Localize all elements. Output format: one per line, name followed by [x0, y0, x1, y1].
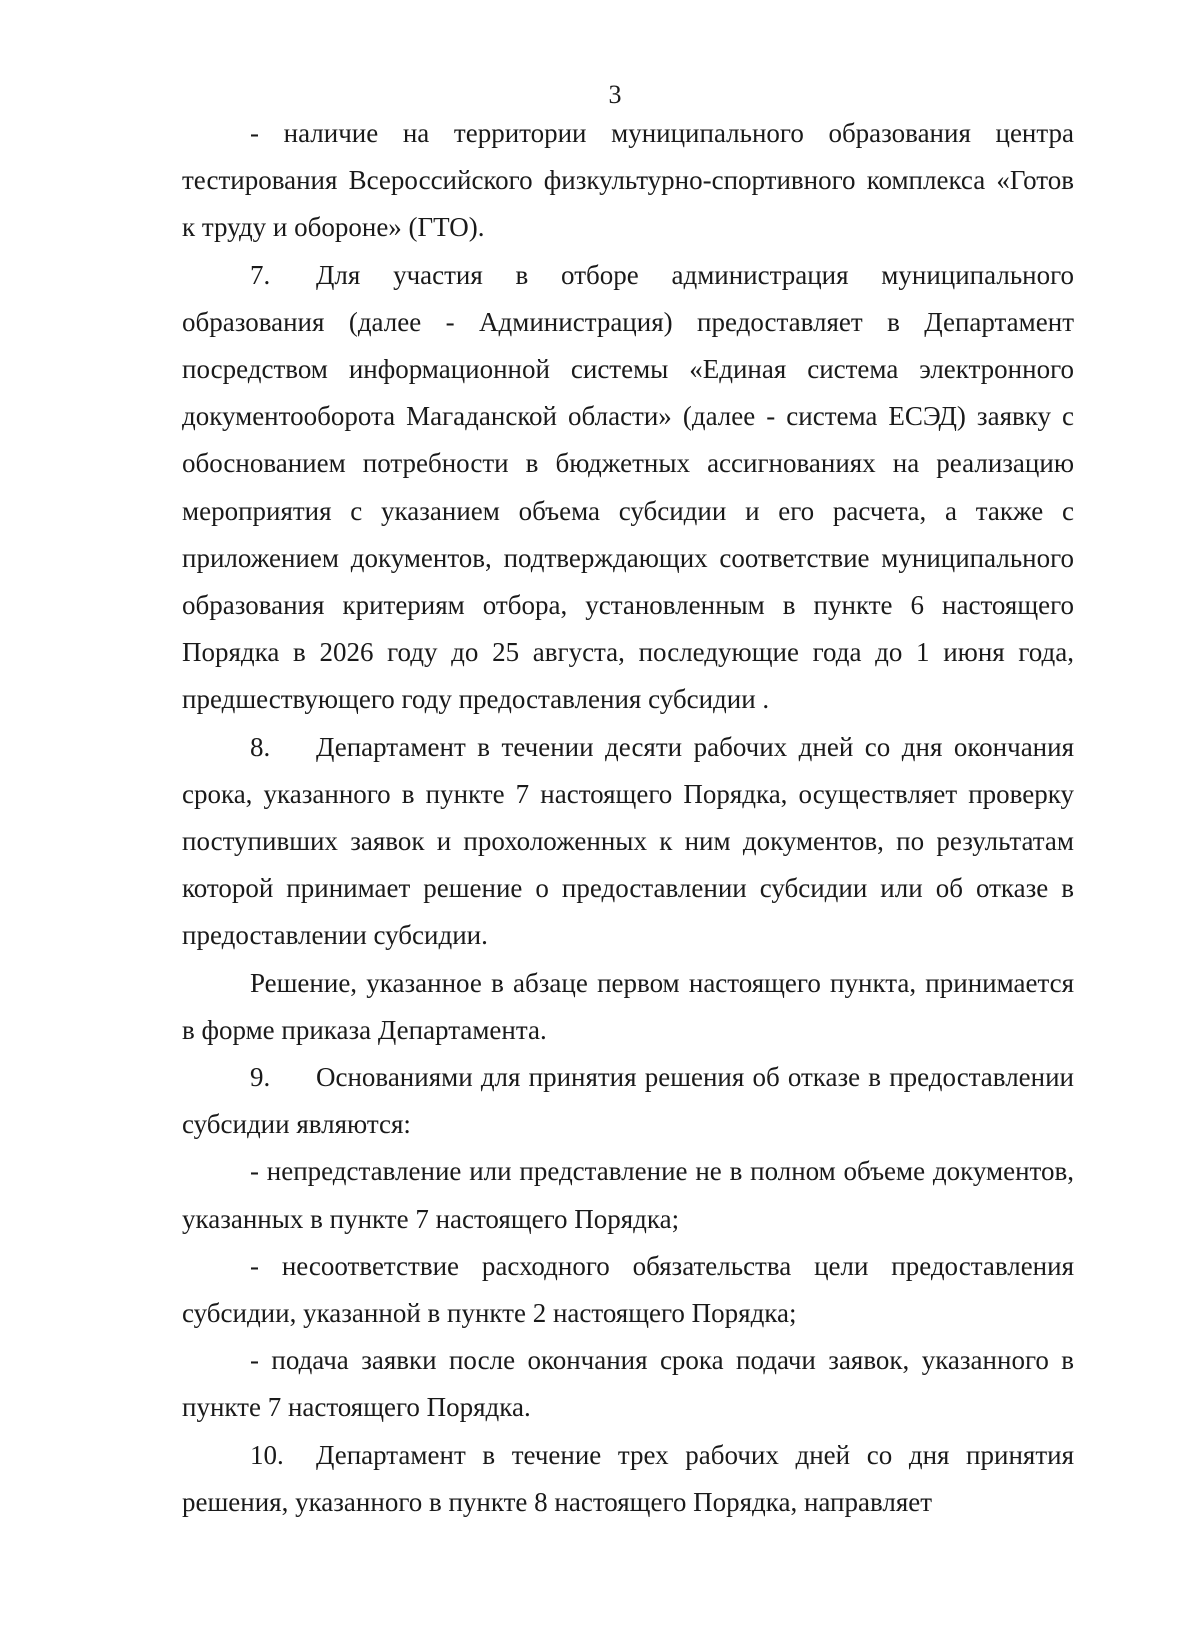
paragraph-10: [182, 1432, 1074, 1526]
paragraph-text: Решение, указанное в абзаце первом настоящего пункта, принимается в форме приказа Департамента.: [182, 967, 1074, 1045]
paragraph-7: [182, 252, 1074, 724]
paragraph-ground-3: [182, 1337, 1074, 1431]
paragraph-text: - непредставление или представление не в полном объеме документов, указанных в пункте 7 настоящего Порядка;: [182, 1156, 1074, 1234]
paragraph-text: - несоответствие расходного обязательства цели предоставления субсидии, указанной в пункте 2 настоящего Порядка;: [182, 1250, 1074, 1329]
paragraph-gto-center: [182, 110, 1074, 252]
page-number: 3: [608, 80, 622, 109]
paragraph-number: 9.: [250, 1062, 271, 1093]
paragraph-text: Департамент в течении десяти рабочих дней со дня окончания срока, указанного в пункте 7 настоящего Порядка, осуществляет проверку поступивших заявок и прохоложенных к ним документов, по результатам которой принимает решение о предоставлении субсидии или об отказе в предоставлении субсидии.: [182, 731, 1074, 951]
paragraph-9: [182, 1054, 1074, 1148]
paragraph-number: 7.: [250, 259, 271, 290]
paragraph-8: [182, 724, 1074, 960]
paragraph-ground-2: [182, 1243, 1074, 1337]
paragraph-ground-1: [182, 1148, 1074, 1242]
paragraph-text: - подача заявки после окончания срока подачи заявок, указанного в пункте 7 настоящего Порядка.: [182, 1345, 1074, 1423]
paragraph-number: 10.: [250, 1439, 284, 1470]
paragraph-text: - наличие на территории муниципального образования центра тестирования Всероссийского физкультурно-спортивного комплекса «Готов к труду и обороне» (ГТО).: [182, 118, 1074, 243]
document-body: [182, 110, 1074, 1526]
paragraph-text: Основаниями для принятия решения об отказе в предоставлении субсидии являются:: [182, 1062, 1074, 1140]
paragraph-text: Для участия в отборе администрация муниципального образования (далее - Администрация) предоставляет в Департамент посредством информационной системы «Единая система электронного документооборота Магаданской области» (далее - система ЕСЭД) заявку с обоснованием потребности в бюджетных ассигнованиях на реализацию мероприятия с указанием объема субсидии и его расчета, а также с приложением документов, подтверждающих соответствие муниципального образования критериям отбора, установленным в пункте 6 настоящего Порядка в 2026 году до 25 августа, последующие года до 1 июня года, предшествующего году предоставления субсидии .: [182, 259, 1074, 715]
paragraph-decision: [182, 960, 1074, 1054]
paragraph-number: 8.: [250, 731, 271, 762]
paragraph-text: Департамент в течение трех рабочих дней со дня принятия решения, указанного в пункте 8 настоящего Порядка, направляет: [182, 1439, 1074, 1517]
